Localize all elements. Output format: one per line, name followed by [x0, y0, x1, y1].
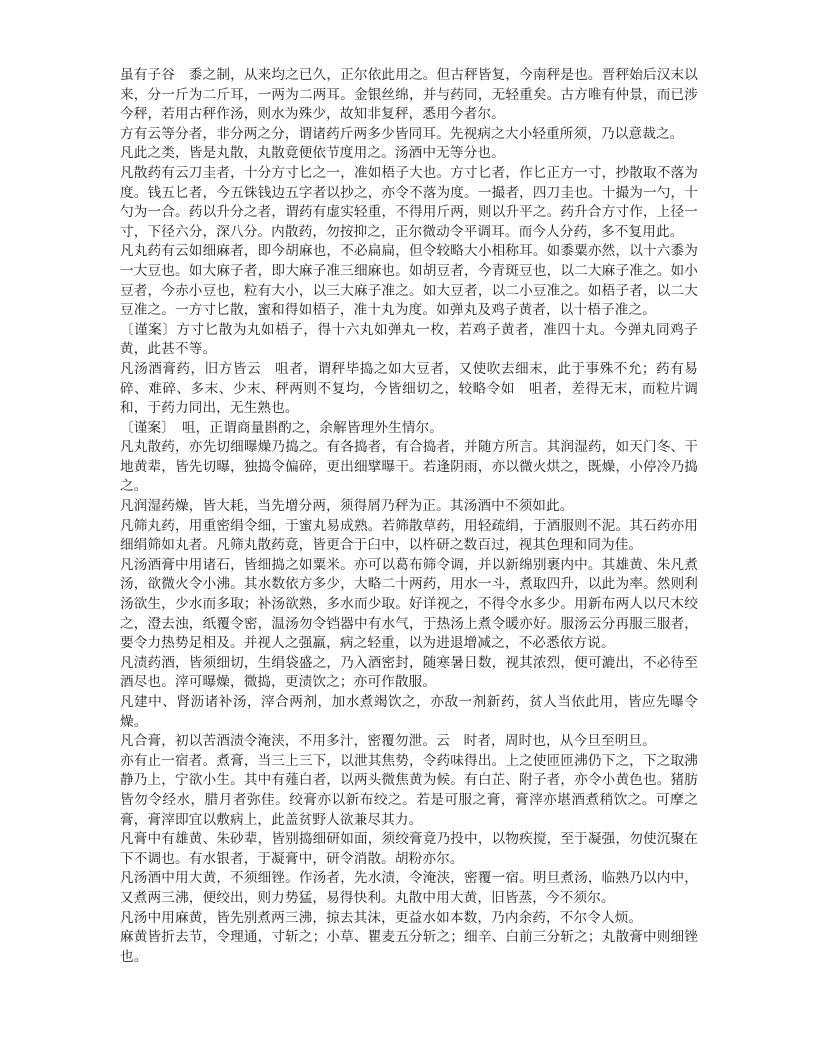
paragraph-7: 凡汤酒膏药，旧方皆云 咀者，谓秤毕捣之如大豆者，又使吹去细末，此于事殊不允；药有易碎、难碎、多末、少末、秤两则不复均，今皆细切之，较略令如 咀者，差得无末，而粒片调和，于药力同出，无生熟也。	[120, 360, 698, 417]
paragraph-17: 凡膏中有雄黄、朱砂辈，皆别捣细研如面，须绞膏竟乃投中，以物疾搅，至于凝强，勿使沉聚在下不调也。有水银者，于凝膏中，研令消散。胡粉亦尔。	[120, 831, 698, 867]
paragraph-10: 凡润湿药燥，皆大耗，当先增分两，须得屑乃秤为正。其汤酒中不须如此。	[120, 498, 574, 515]
paragraph-12: 凡汤酒膏中用诸石，皆细捣之如粟米。亦可以葛布筛令调，并以新绵别裹内中。其雄黄、朱凡煮汤，欲微火令小沸。其水数依方多少，大略二十两药，用水一斗，煮取四升，以此为率。然则利汤欲生，少水而多取；补汤欲熟，多水而少取。好详视之，不得令水多少。用新布两人以尺木绞之，澄去浊，纸覆令密，温汤勿令铛器中有水气，于热汤上煮令暖亦好。服汤云分再服三服者，要令力热势足相及。并视人之强羸，病之轻重，以为进退增减之，不必悉依方说。	[120, 556, 698, 652]
paragraph-3: 凡此之类，皆是丸散，丸散竟便依节度用之。汤酒中无等分也。	[120, 145, 505, 162]
paragraph-5: 凡丸药有云如细麻者，即今胡麻也，不必扁扁，但令较略大小相称耳。如黍粟亦然，以十六黍为一大豆也。如大麻子者，即大麻子准三细麻也。如胡豆者，今青斑豆也，以二大麻子准之。如小豆者，今赤小豆也，粒有大小，以三大麻子准之。如大豆者，以二小豆准之。如梧子者，以二大豆准之。一方寸匕散，蜜和得如梧子，准十丸为度。如弹丸及鸡子黄者，以十梧子准之。	[120, 243, 698, 319]
document-body	[120, 66, 698, 967]
paragraph-19: 凡汤中用麻黄，皆先别煮两三沸，掠去其沫，更益水如本数，乃内余药，不尔令人烦。	[120, 909, 643, 926]
paragraph-16: 亦有止一宿者。煮膏，当三上三下，以泄其焦势，令药味得出。上之使匝匝沸仍下之，下之取沸静乃上，宁欲小生。其中有薤白者，以两头微焦黄为候。有白芷、附子者，亦令小黄色也。猪肪皆勿令经水，腊月者弥佳。绞膏亦以新布绞之。若是可服之膏，膏滓亦堪酒煮稍饮之。可摩之膏，膏滓即宜以敷病上，此盖贫野人欲兼尽其力。	[120, 752, 698, 828]
paragraph-8: 〔谨案〕 咀，正谓商量斟酌之，余解皆理外生情尔。	[120, 419, 444, 436]
paragraph-18: 凡汤酒中用大黄，不须细锉。作汤者，先水渍，令淹浃，密覆一宿。明旦煮汤，临熟乃以内中，又煮两三沸，便绞出，则力势猛，易得快利。丸散中用大黄，旧皆蒸，今不须尔。	[120, 870, 698, 906]
paragraph-4: 凡散药有云刀圭者，十分方寸匕之一，准如梧子大也。方寸匕者，作匕正方一寸，抄散取不落为度。钱五匕者，今五铢钱边五字者以抄之，亦令不落为度。一撮者，四刀圭也。十撮为一勺，十勺为一合。药以升分之者，谓药有虚实轻重，不得用斤两，则以升平之。药升合方寸作，上径一寸，下径六分，深八分。内散药，勿按抑之，正尔微动令平调耳。而今人分药，多不复用此。	[120, 164, 698, 240]
paragraph-6: 〔谨案〕方寸匕散为丸如梧子，得十六丸如弹丸一枚，若鸡子黄者，准四十丸。今弹丸同鸡子黄，此甚不等。	[120, 321, 698, 358]
paragraph-14: 凡建中、肾沥诸补汤，滓合两剂，加水煮竭饮之，亦敌一剂新药，贫人当依此用，皆应先曝令燥。	[120, 694, 698, 730]
paragraph-9: 凡丸散药，亦先切细曝燥乃捣之。有各捣者，有合捣者，并随方所言。其润湿药，如天门冬、干地黄辈，皆先切曝，独捣令偏碎，更出细擘曝干。若逢阴雨，亦以微火烘之，既燥，小停冷乃捣之。	[120, 439, 698, 495]
paragraph-1: 虽有子谷 黍之制，从来均之已久，正尔依此用之。但古秤皆复，今南秤是也。晋秤始后汉末以来，分一斤为二斤耳，一两为二两耳。金银丝绵，并与药同，无轻重矣。古方唯有仲景，而已涉今秤，若用古秤作汤，则水为殊少，故知非复秤，悉用今者尔。	[120, 67, 698, 123]
paragraph-15: 凡合膏，初以苦酒渍令淹浃，不用多汁，密覆勿泄。云 时者，周时也，从今旦至明旦。	[120, 733, 657, 750]
paragraph-2: 方有云等分者，非分两之分，谓诸药斤两多少皆同耳。先视病之大小轻重所须，乃以意裁之。	[120, 125, 684, 142]
paragraph-11: 凡筛丸药，用重密绢令细，于蜜丸易成熟。若筛散草药，用轻疏绢，于酒服则不泥。其石药亦用细绢筛如丸者。凡筛丸散药竟，皆更合于臼中，以杵研之数百过，视其色理和同为佳。	[120, 517, 698, 554]
paragraph-20: 麻黄皆折去节，令理通，寸斩之；小草、瞿麦五分斩之；细辛、白前三分斩之；丸散膏中则细锉也。	[120, 929, 698, 965]
paragraph-13: 凡渍药酒，皆须细切，生绢袋盛之，乃入酒密封，随寒暑日数，视其浓烈，便可漉出，不必待至酒尽也。滓可曝燥，微捣，更渍饮之；亦可作散服。	[120, 654, 698, 691]
